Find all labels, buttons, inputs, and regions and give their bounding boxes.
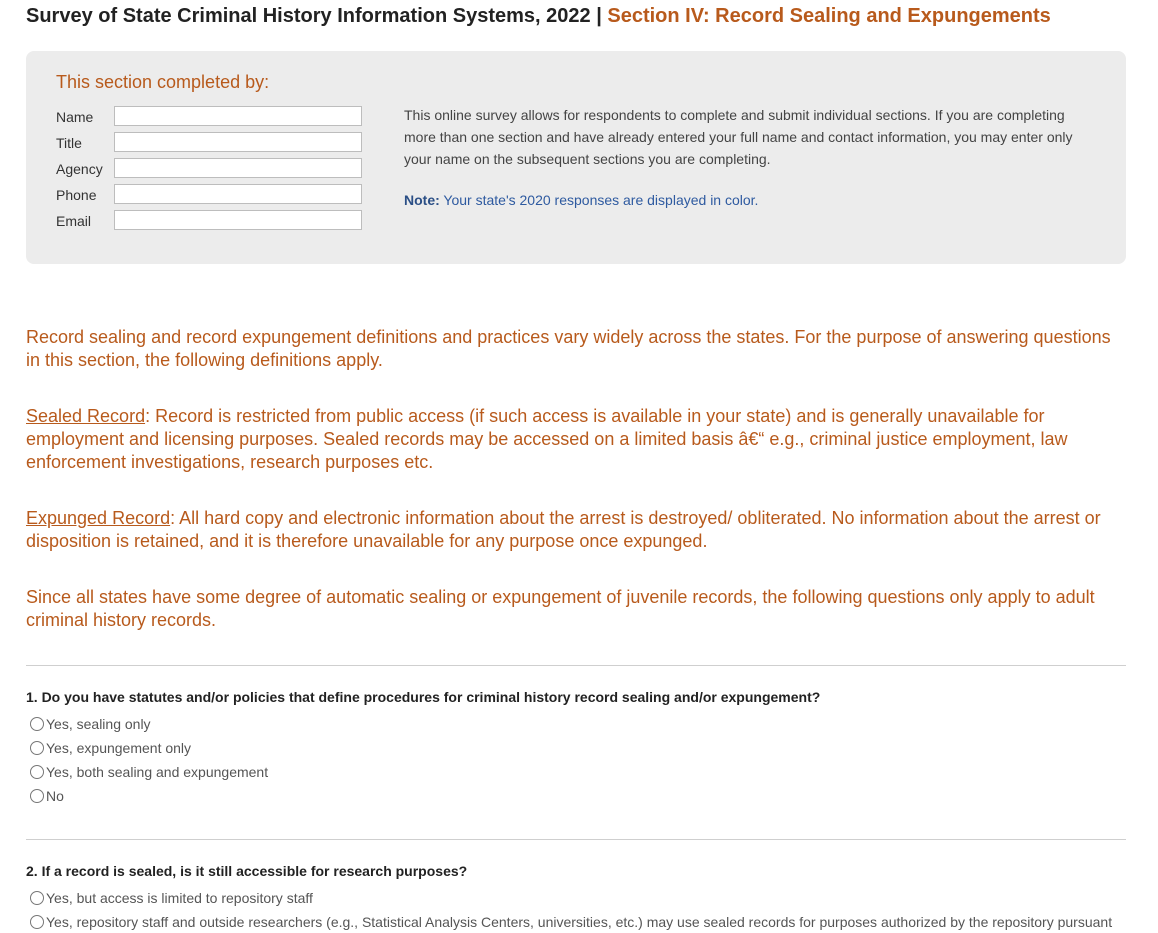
name-label: Name [56,109,94,125]
expunged-record-definition [26,507,1126,553]
radio-button[interactable] [30,765,44,779]
sealed-record-definition [26,405,1126,474]
title-separator: | [590,5,608,27]
contact-heading: This section completed by: [56,72,270,92]
question-2: 2. If a record is sealed, is it still accessible for research purposes? [26,863,468,879]
sealed-record-text: : Record is restricted from public access (if such access is available in your state) and is generally unavailable for employment and licensing purposes. Sealed records may be accessed on a limited basis â€“ e.g., criminal justice employment, law enforcement investigations, research purposes etc. [26,406,1068,472]
title-input[interactable] [114,132,362,152]
section-divider [26,665,1126,666]
definitions-intro: Record sealing and record expungement definitions and practices vary widely across the states. For the purpose of answering questions in this section, the following definitions apply. [26,327,1111,370]
juvenile-records-note: Since all states have some degree of automatic sealing or expungement of juvenile records, the following questions only apply to adult criminal history records. [26,587,1095,630]
radio-button[interactable] [30,891,44,905]
radio-button[interactable] [30,741,44,755]
option-label: Yes, expungement only [46,740,192,756]
email-row [56,210,376,232]
phone-row [56,184,376,206]
survey-intro-text: This online survey allows for respondents to complete and submit individual sections. If you are completing more than one section and have already entered your full name and contact information, you may enter only your name on the subsequent sections you are completing. [404,107,1073,167]
survey-title: Survey of State Criminal History Information Systems, 2022 [26,5,591,27]
section-title: Section IV: Record Sealing and Expungements [607,5,1051,27]
sealed-record-term: Sealed Record [26,406,146,426]
option-label: Yes, both sealing and expungement [46,764,269,780]
title-label: Title [56,135,82,151]
question-1: 1. Do you have statutes and/or policies that define procedures for criminal history record sealing and/or expungement? [26,689,821,705]
agency-input[interactable] [114,158,362,178]
option-label: Yes, repository staff and outside researchers (e.g., Statistical Analysis Centers, universities, etc.) may use sealed records for purposes authorized by the repository pursuant [46,914,1113,930]
note-label: Note: [404,192,440,208]
question-divider [26,839,1126,840]
email-input[interactable] [114,210,362,230]
phone-input[interactable] [114,184,362,204]
radio-button[interactable] [30,717,44,731]
option-label: Yes, but access is limited to repository staff [46,890,313,906]
note-text [404,192,758,208]
agency-label: Agency [56,161,103,177]
note-body: Your state's 2020 responses are displayed in color. [439,192,759,208]
radio-button[interactable] [30,915,44,929]
title-row [56,132,376,154]
option-label: No [46,788,64,804]
page-title [26,5,1051,28]
expunged-record-text: : All hard copy and electronic information about the arrest is destroyed/ obliterated. No information about the arrest or disposition is retained, and it is therefore unavailable for any purpose once expunged. [26,508,1101,551]
name-input[interactable] [114,106,362,126]
radio-button[interactable] [30,789,44,803]
name-row [56,106,376,128]
option-label: Yes, sealing only [46,716,151,732]
phone-label: Phone [56,187,97,203]
expunged-record-term: Expunged Record [26,508,171,528]
agency-row [56,158,376,180]
email-label: Email [56,213,92,229]
contact-info-panel [26,51,1126,264]
